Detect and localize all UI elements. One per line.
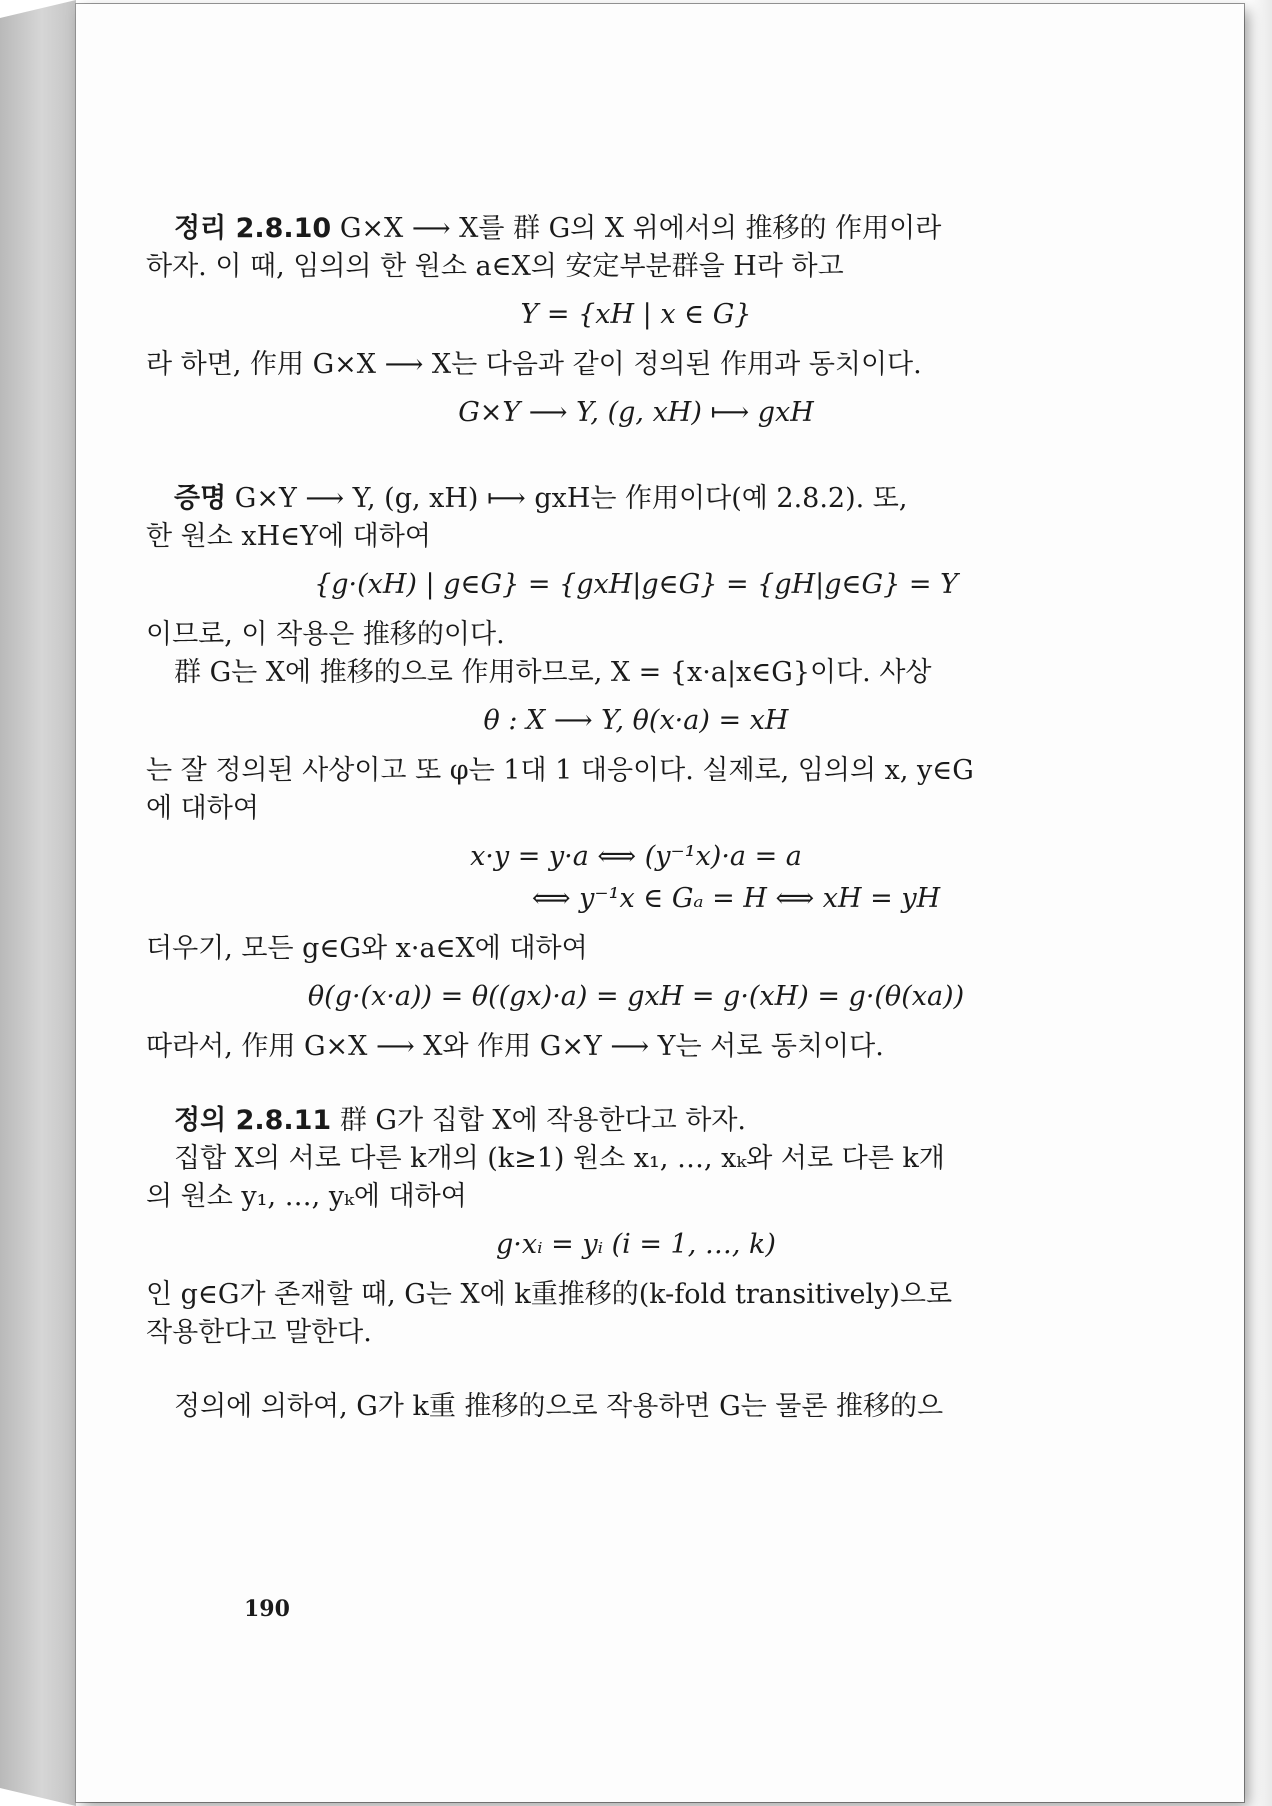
definition-text-1: 群 G가 집합 X에 작용한다고 하자. bbox=[339, 1105, 747, 1136]
equation-5: x·y = y·a ⟺ (y⁻¹x)·a = a bbox=[470, 841, 802, 872]
theorem-line-3: 라 하면, 作用 G×X ⟶ X는 다음과 같이 정의된 作用과 동치이다. bbox=[146, 349, 922, 380]
proof-line-1 bbox=[146, 480, 1126, 518]
spacer bbox=[146, 1352, 1126, 1388]
book-spine bbox=[0, 0, 76, 1806]
equation-7: θ(g·(x·a)) = θ((gx)·a) = gxH = g·(xH) = g·(θ(xa)) bbox=[307, 981, 965, 1012]
spacer bbox=[146, 1066, 1126, 1102]
definition-line-2: 집합 X의 서로 다른 k개의 (k≥1) 원소 x₁, …, xₖ와 서로 다른 k개 bbox=[174, 1143, 945, 1174]
proof-line-6: 에 대하여 bbox=[146, 793, 259, 824]
definition-line-5: 작용한다고 말한다. bbox=[146, 1317, 372, 1348]
proof-text-1: G×Y ⟶ Y, (g, xH) ⟼ gxH는 作用이다(예 2.8.2). 또, bbox=[234, 483, 908, 514]
definition-line-3: 의 원소 y₁, …, yₖ에 대하여 bbox=[146, 1181, 467, 1212]
theorem-line-1 bbox=[146, 210, 1126, 248]
proof-label: 증명 bbox=[174, 483, 227, 514]
proof-line-5: 는 잘 정의된 사상이고 또 φ는 1대 1 대응이다. 실제로, 임의의 x, y∈G bbox=[146, 755, 974, 786]
spacer bbox=[146, 444, 1126, 480]
equation-4: θ : X ⟶ Y, θ(x·a) = xH bbox=[483, 705, 789, 736]
page-content bbox=[146, 210, 1126, 1426]
equation-8: g·xᵢ = yᵢ (i = 1, …, k) bbox=[496, 1229, 776, 1260]
closing-line: 정의에 의하여, G가 k重 推移的으로 작용하면 G는 물론 推移的으 bbox=[174, 1391, 944, 1422]
page-edge-shade bbox=[1248, 0, 1272, 1806]
proof-line-4: 群 G는 X에 推移的으로 作用하므로, X = {x·a|x∈G}이다. 사상 bbox=[174, 657, 932, 688]
page-number: 190 bbox=[244, 1596, 290, 1622]
theorem-label: 정리 2.8.10 bbox=[174, 213, 332, 244]
proof-line-2: 한 원소 xH∈Y에 대하여 bbox=[146, 521, 431, 552]
definition-label: 정의 2.8.11 bbox=[174, 1105, 332, 1136]
proof-line-3: 이므로, 이 작용은 推移的이다. bbox=[146, 619, 505, 650]
equation-6: ⟺ y⁻¹x ∈ Gₐ = H ⟺ xH = yH bbox=[531, 883, 941, 914]
definition-line-1 bbox=[146, 1102, 1126, 1140]
theorem-text-1: G×X ⟶ X를 群 G의 X 위에서의 推移的 作用이라 bbox=[339, 213, 942, 244]
equation-3: {g·(xH) | g∈G} = {gxH|g∈G} = {gH|g∈G} = Y bbox=[314, 569, 958, 600]
definition-line-4: 인 g∈G가 존재할 때, G는 X에 k重推移的(k-fold transitively)으로 bbox=[146, 1279, 953, 1310]
equation-2: G×Y ⟶ Y, (g, xH) ⟼ gxH bbox=[458, 397, 814, 428]
equation-1: Y = {xH | x ∈ G} bbox=[520, 299, 752, 330]
proof-line-8: 따라서, 作用 G×X ⟶ X와 作用 G×Y ⟶ Y는 서로 동치이다. bbox=[146, 1031, 884, 1062]
proof-line-7: 더우기, 모든 g∈G와 x·a∈X에 대하여 bbox=[146, 933, 588, 964]
theorem-line-2: 하자. 이 때, 임의의 한 원소 a∈X의 安定부분群을 H라 하고 bbox=[146, 251, 844, 282]
